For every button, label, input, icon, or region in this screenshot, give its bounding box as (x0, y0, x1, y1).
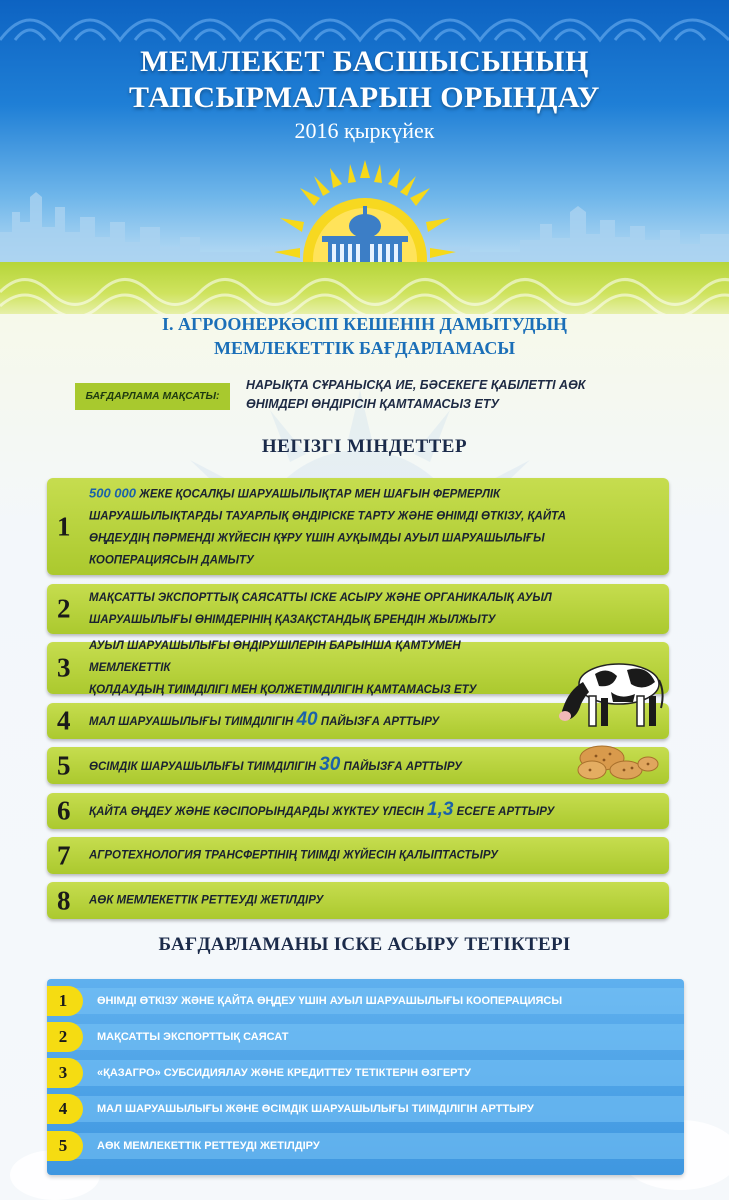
task-text: АГРОТЕХНОЛОГИЯ ТРАНСФЕРТІНІҢ ТИІМДІ ЖҮЙЕСІН ҚАЛЫПТАСТЫРУ (89, 849, 498, 861)
task-value: 1,3 (427, 799, 454, 820)
task-line: ЖЕКЕ ҚОСАЛҚЫ ШАРУАШЫЛЫҚТАР МЕН ШАҒЫН ФЕРМЕРЛІК (136, 488, 501, 500)
task-line: ШАРУАШЫЛЫҚТАРДЫ ТАУАРЛЫҚ ӨНДІРІСКЕ ТАРТУ ЖӘНЕ ӨНІМДІ ӨТКІЗУ, ҚАЙТА (89, 510, 566, 522)
header-banner (0, 0, 729, 262)
task-line: ЕСЕГЕ АРТТЫРУ (453, 806, 555, 818)
mechanism-number: 3 (47, 1058, 83, 1088)
mechanism-number: 1 (47, 986, 83, 1016)
cow-icon (555, 652, 667, 730)
green-ornament-band (0, 262, 729, 314)
page-title-line2: ТАПСЫРМАЛАРЫН ОРЫНДАУ (129, 81, 600, 114)
task-text: АӨК МЕМЛЕКЕТТІК РЕТТЕУДІ ЖЕТІЛДІРУ (89, 894, 324, 906)
task-line: АУЫЛ ШАРУАШЫЛЫҒЫ ӨНДІРУШІЛЕРІН БАРЫНША ҚАМТУМЕН МЕМЛЕКЕТТІК (89, 640, 461, 674)
mechanism-item (47, 1094, 684, 1124)
task-text (89, 635, 539, 701)
mechanism-item (47, 986, 684, 1016)
task-number: 2 (57, 593, 71, 624)
goal-label: БАҒДАРЛАМА МАҚСАТЫ: (75, 383, 230, 410)
mechanism-text: «ҚАЗАГРО» СУБСИДИЯЛАУ ЖӘНЕ КРЕДИТТЕУ ТЕТІКТЕРІН ӨЗГЕРТУ (97, 1067, 471, 1079)
task-number: 4 (57, 705, 71, 736)
bread-icon (574, 740, 660, 782)
mechanism-number: 2 (47, 1022, 83, 1052)
section-title (0, 312, 729, 360)
mechanisms-heading: БАҒДАРЛАМАНЫ ІСКЕ АСЫРУ ТЕТІКТЕРІ (158, 934, 571, 955)
task-item (47, 882, 669, 919)
section-title-line2: МЕМЛЕКЕТТІК БАҒДАРЛАМАСЫ (214, 338, 515, 358)
sun-palace-icon (270, 160, 460, 262)
task-line: ҚАЙТА ӨҢДЕУ ЖӘНЕ КӘСІПОРЫНДАРДЫ ЖҮКТЕУ ҮЛЕСІН (89, 806, 427, 818)
task-line: ШАРУАШЫЛЫҒЫ ӨНІМДЕРІНІҢ ҚАЗАҚСТАНДЫҚ БРЕНДІН ЖЫЛЖЫТУ (89, 614, 496, 626)
task-line: МАҚСАТТЫ ЭКСПОРТТЫҚ САЯСАТТЫ ІСКЕ АСЫРУ ЖӘНЕ ОРГАНИКАЛЫҚ АУЫЛ (89, 592, 552, 604)
task-number: 5 (57, 750, 71, 780)
goal-text-line1: НАРЫҚТА СҰРАНЫСҚА ИЕ, БӘСЕКЕГЕ ҚАБІЛЕТТІ АӨК (246, 378, 586, 392)
goal-text (246, 376, 686, 414)
task-text (89, 753, 657, 779)
section-title-line1: I. АГРООНЕРКӘСІП КЕШЕНІН ДАМЫТУДЫҢ (161, 314, 568, 334)
task-number: 3 (57, 652, 71, 683)
task-item (47, 837, 669, 874)
task-text (89, 798, 657, 824)
task-line: ӨСІМДІК ШАРУАШЫЛЫҒЫ ТИІМДІЛІГІН (89, 760, 320, 773)
mechanism-text: МАЛ ШАРУАШЫЛЫҒЫ ЖӘНЕ ӨСІМДІК ШАРУАШЫЛЫҒЫ ТИІМДІЛІГІН АРТТЫРУ (97, 1103, 534, 1115)
task-item (47, 793, 669, 829)
task-line: ПАЙЫЗҒА АРТТЫРУ (340, 760, 462, 773)
task-line: ҚОЛДАУДЫҢ ТИІМДІЛІГІ МЕН ҚОЛЖЕТІМДІЛІГІН ҚАМТАМАСЫЗ ЕТУ (89, 684, 477, 696)
page-title-line1: МЕМЛЕКЕТ БАСШЫСЫНЫҢ (140, 45, 589, 78)
task-number: 7 (57, 840, 71, 870)
mechanism-item (47, 1058, 684, 1088)
mechanism-text: ӨНІМДІ ӨТКІЗУ ЖӘНЕ ҚАЙТА ӨҢДЕУ ҮШІН АУЫЛ ШАРУАШЫЛЫҒЫ КООПЕРАЦИЯСЫ (97, 995, 563, 1007)
task-number: 1 (57, 511, 71, 541)
task-line: КООПЕРАЦИЯСЫН ДАМЫТУ (89, 554, 254, 566)
page-date: 2016 қыркүйек (294, 118, 435, 143)
task-value: 30 (319, 753, 341, 775)
goal-text-line2: ӨНІМДЕРІ ӨНДІРІСІН ҚАМТАМАСЫЗ ЕТУ (246, 397, 499, 411)
task-value: 40 (296, 709, 318, 730)
task-item (47, 584, 669, 634)
ornament-pattern (0, 262, 729, 314)
mechanism-text: АӨК МЕМЛЕКЕТТІК РЕТТЕУДІ ЖЕТІЛДІРУ (97, 1140, 320, 1152)
main-tasks-heading: НЕГІЗГІ МІНДЕТТЕР (261, 436, 468, 457)
task-line: ӨҢДЕУДІҢ ПӘРМЕНДІ ЖҮЙЕСІН ҚҰРУ ҮШІН АУҚЫМДЫ АУЫЛ ШАРУАШЫЛЫҒЫ (89, 532, 545, 544)
task-line: ПАЙЫЗҒА АРТТЫРУ (317, 716, 440, 728)
task-number: 8 (57, 885, 71, 915)
task-line: МАЛ ШАРУАШЫЛЫҒЫ ТИІМДІЛІГІН (89, 716, 297, 728)
mechanism-item (47, 1131, 684, 1161)
task-number: 6 (57, 795, 71, 826)
mechanism-number: 4 (47, 1094, 83, 1124)
mechanism-item (47, 1022, 684, 1052)
task-text (89, 482, 657, 571)
mechanism-number: 5 (47, 1131, 83, 1161)
mechanism-text: МАҚСАТТЫ ЭКСПОРТТЫҚ САЯСАТ (97, 1031, 289, 1043)
task-text (89, 587, 657, 631)
task-highlight: 500 000 (89, 485, 136, 500)
task-item (47, 478, 669, 575)
